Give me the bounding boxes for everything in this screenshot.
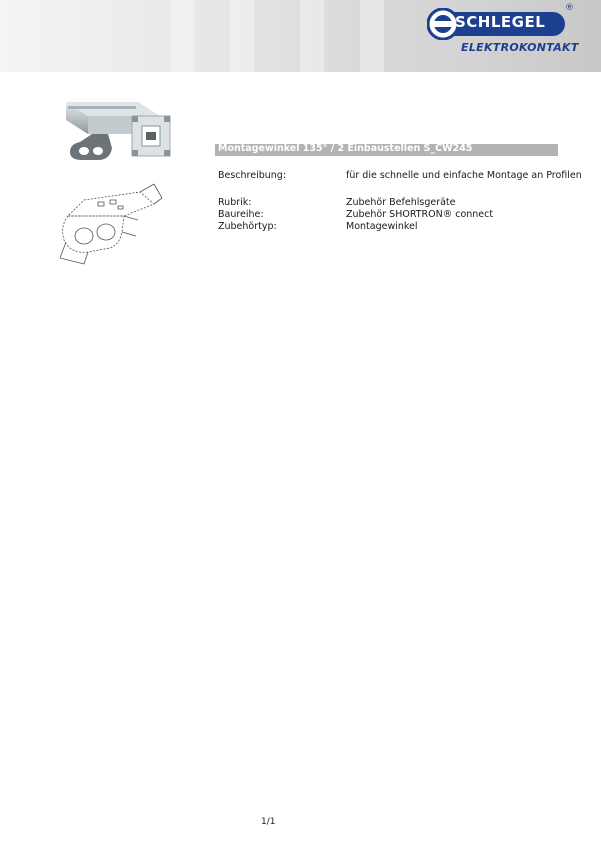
product-title: Montagewinkel 135° / 2 Einbaustellen S_CW245 [218, 143, 473, 154]
header-stripe [300, 0, 324, 72]
label-baureihe: Baureihe: [218, 209, 264, 220]
value-beschreibung: für die schnelle und einfache Montage an Profilen [346, 170, 582, 181]
logo-brand-name: SCHLEGEL [455, 13, 546, 31]
value-zubehoertyp: Montagewinkel [346, 221, 418, 232]
logo-subtitle: ELEKTROKONTAKT [461, 41, 579, 54]
registered-mark: ® [565, 3, 574, 13]
label-beschreibung: Beschreibung: [218, 170, 287, 181]
header-stripe [230, 0, 254, 72]
label-zubehoertyp: Zubehörtyp: [218, 221, 277, 232]
header-stripe [360, 0, 384, 72]
product-title-bar [215, 144, 558, 156]
header-stripe [170, 0, 194, 72]
profile-bracket-photo-icon [62, 94, 174, 166]
value-baureihe: Zubehör SHORTRON® connect [346, 209, 494, 220]
schlegel-logo[interactable] [427, 5, 577, 55]
value-rubrik: Zubehör Befehlsgeräte [346, 197, 456, 208]
label-rubrik: Rubrik: [218, 197, 252, 208]
bracket-technical-drawing-icon [54, 180, 166, 266]
page-number: 1/1 [261, 817, 276, 827]
